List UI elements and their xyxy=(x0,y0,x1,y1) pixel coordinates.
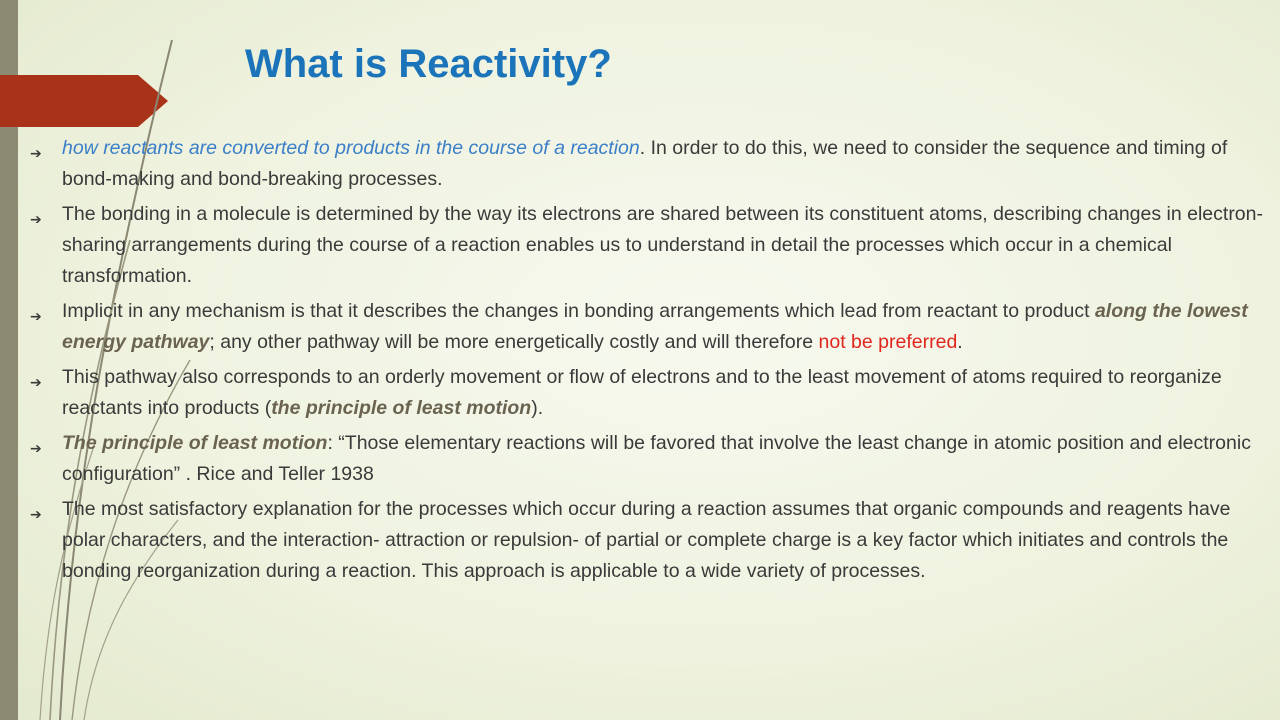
bullet-item xyxy=(30,199,1275,292)
bullet-item xyxy=(30,296,1275,358)
emphasis-lowest-energy-pathway: along the lowest energy pathway xyxy=(62,300,1248,353)
arrow-bullet-icon: ➔ xyxy=(30,211,42,227)
arrow-bullet-icon: ➔ xyxy=(30,374,42,390)
bullet-list xyxy=(30,133,1275,591)
bullet-item xyxy=(30,362,1275,424)
bullet-text: Implicit in any mechanism is that it describes the changes in bonding arrangements which lead from reactant to product xyxy=(62,300,1095,322)
highlighted-definition: how reactants are converted to products in the course of a reaction xyxy=(62,137,640,159)
bullet-text: The most satisfactory explanation for the processes which occur during a reaction assumes that organic compounds and reagents have polar characters, and the interaction- attraction or repulsion- of partial or complete charge is a key factor which initiates and controls the bonding reorganization during a reaction. This approach is applicable to a wide variety of processes. xyxy=(62,498,1231,582)
bullet-item xyxy=(30,494,1275,587)
title-accent-tab xyxy=(0,75,168,127)
bullet-text: : “Those elementary reactions will be favored that involve the least change in atomic position and electronic configuration” . Rice and Teller 1938 xyxy=(62,432,1251,485)
arrow-bullet-icon: ➔ xyxy=(30,506,42,522)
arrow-bullet-icon: ➔ xyxy=(30,145,42,161)
bullet-text: . xyxy=(957,331,963,353)
bullet-text: The bonding in a molecule is determined by the way its electrons are shared between its constituent atoms, describing changes in electron-sharing arrangements during the course of a reaction enables us to understand in detail the processes which occur in a chemical transformation. xyxy=(62,203,1263,287)
bullet-text: . In order to do this, we need to consider the sequence and timing of bond-making and bond-breaking processes. xyxy=(62,137,1228,190)
emphasis-not-preferred: not be preferred xyxy=(818,331,958,353)
bullet-text: This pathway also corresponds to an orderly movement or flow of electrons and to the least movement of atoms required to reorganize reactants into products ( xyxy=(62,366,1222,419)
slide-title: What is Reactivity? xyxy=(245,42,612,86)
emphasis-least-motion: the principle of least motion xyxy=(271,397,532,419)
arrow-bullet-icon: ➔ xyxy=(30,440,42,456)
bullet-item xyxy=(30,133,1275,195)
arrow-bullet-icon: ➔ xyxy=(30,308,42,324)
emphasis-least-motion-principle: The principle of least motion xyxy=(62,432,328,454)
bullet-text: ). xyxy=(531,397,544,419)
bullet-text: ; any other pathway will be more energetically costly and will therefore xyxy=(209,331,819,353)
bullet-item xyxy=(30,428,1275,490)
